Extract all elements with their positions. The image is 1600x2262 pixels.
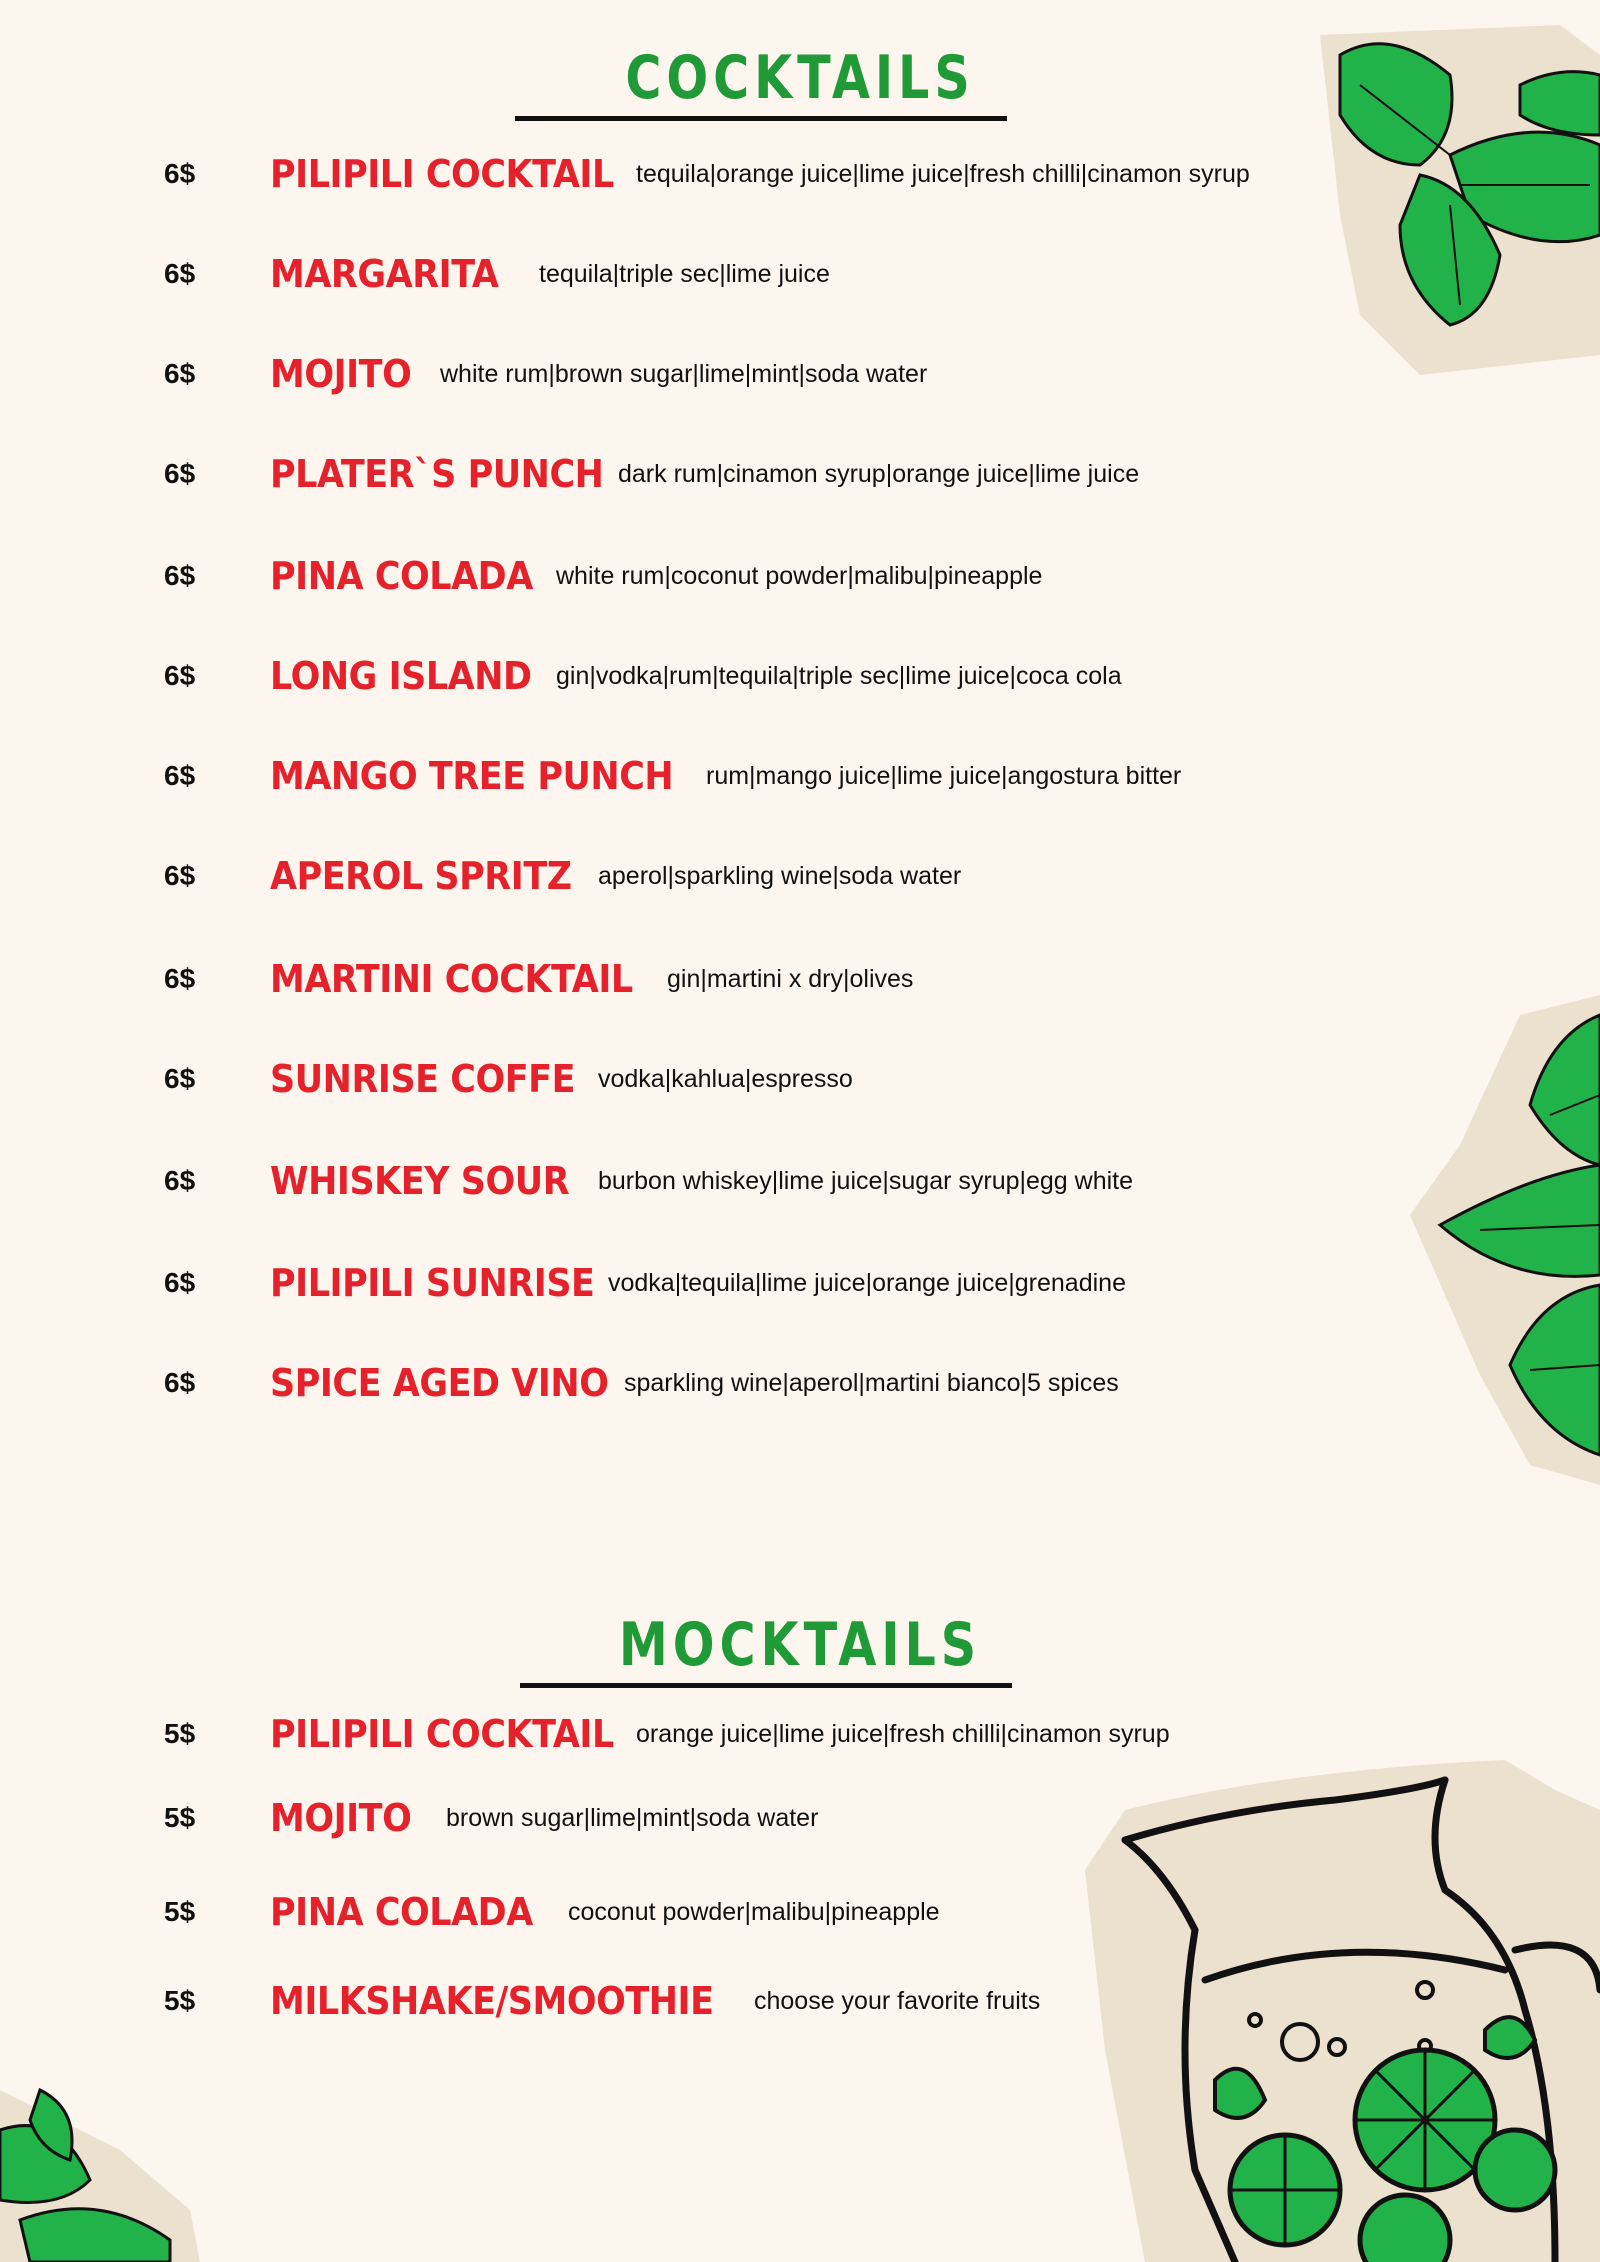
item-price: 6$ [164, 963, 196, 994]
item-name: SUNRISE COFFE [270, 1057, 576, 1101]
menu-item [0, 554, 1300, 620]
item-price: 5$ [164, 1802, 196, 1833]
item-price: 6$ [164, 560, 196, 591]
item-ingredients: tequila|orange juice|lime juice|fresh chilli|cinamon syrup [636, 160, 1250, 188]
menu-item [0, 1361, 1300, 1427]
menu-item [0, 152, 1300, 218]
item-name: MANGO TREE PUNCH [270, 754, 674, 798]
item-ingredients: white rum|brown sugar|lime|mint|soda water [440, 360, 928, 388]
item-name: PILIPILI SUNRISE [270, 1261, 595, 1305]
cocktails-title-rule [515, 116, 1007, 121]
mocktails-title-rule [520, 1683, 1012, 1688]
item-name: PINA COLADA [270, 554, 533, 598]
item-ingredients: aperol|sparkling wine|soda water [598, 862, 962, 890]
menu-item [0, 854, 1300, 920]
menu-item [0, 1712, 1300, 1778]
menu-item [0, 1890, 1300, 1956]
item-price: 6$ [164, 258, 196, 289]
item-ingredients: burbon whiskey|lime juice|sugar syrup|egg white [598, 1167, 1134, 1195]
item-price: 6$ [164, 860, 196, 891]
item-ingredients: dark rum|cinamon syrup|orange juice|lime juice [618, 460, 1140, 488]
item-name: MILKSHAKE/SMOOTHIE [270, 1979, 714, 2023]
item-ingredients: coconut powder|malibu|pineapple [568, 1898, 940, 1926]
item-ingredients: tequila|triple sec|lime juice [539, 260, 830, 288]
item-price: 6$ [164, 760, 196, 791]
item-price: 6$ [164, 1267, 196, 1298]
item-price: 6$ [164, 458, 196, 489]
item-name: MOJITO [270, 1796, 412, 1840]
menu-item [0, 1159, 1300, 1225]
item-price: 6$ [164, 1367, 196, 1398]
item-name: APEROL SPRITZ [270, 854, 572, 898]
item-price: 6$ [164, 358, 196, 389]
item-name: PILIPILI COCKTAIL [270, 152, 614, 196]
item-ingredients: orange juice|lime juice|fresh chilli|cinamon syrup [636, 1720, 1170, 1748]
menu-item [0, 1261, 1300, 1327]
item-ingredients: gin|martini x dry|olives [667, 965, 914, 993]
mint-leaves-right-middle-illustration [1400, 995, 1600, 1485]
item-name: MARGARITA [270, 252, 499, 296]
item-name: SPICE AGED VINO [270, 1361, 609, 1405]
item-ingredients: sparkling wine|aperol|martini bianco|5 spices [624, 1369, 1119, 1397]
item-name: PINA COLADA [270, 1890, 533, 1934]
item-price: 5$ [164, 1718, 196, 1749]
item-name: PLATER`S PUNCH [270, 452, 604, 496]
menu-item [0, 1057, 1300, 1123]
item-price: 6$ [164, 1063, 196, 1094]
item-name: WHISKEY SOUR [270, 1159, 570, 1203]
item-ingredients: brown sugar|lime|mint|soda water [446, 1804, 819, 1832]
mocktails-title: MOCKTAILS [618, 1610, 982, 1680]
item-ingredients: white rum|coconut powder|malibu|pineapple [556, 562, 1043, 590]
item-name: PILIPILI COCKTAIL [270, 1712, 614, 1756]
item-ingredients: choose your favorite fruits [754, 1987, 1041, 2015]
item-ingredients: vodka|kahlua|espresso [598, 1065, 853, 1093]
menu-item [0, 252, 1300, 318]
cocktails-title: COCKTAILS [625, 43, 975, 113]
menu-item [0, 452, 1300, 518]
menu-item [0, 1979, 1300, 2045]
item-name: MARTINI COCKTAIL [270, 957, 633, 1001]
menu-item [0, 1796, 1300, 1862]
item-price: 5$ [164, 1896, 196, 1927]
menu-item [0, 957, 1300, 1023]
item-price: 5$ [164, 1985, 196, 2016]
item-price: 6$ [164, 1165, 196, 1196]
mint-leaves-bottom-left-illustration [0, 2070, 200, 2262]
menu-item [0, 352, 1300, 418]
item-name: LONG ISLAND [270, 654, 532, 698]
menu-item [0, 754, 1300, 820]
item-ingredients: gin|vodka|rum|tequila|triple sec|lime juice|coca cola [556, 662, 1122, 690]
item-price: 6$ [164, 158, 196, 189]
menu-item [0, 654, 1300, 720]
item-ingredients: rum|mango juice|lime juice|angostura bitter [706, 762, 1182, 790]
item-ingredients: vodka|tequila|lime juice|orange juice|grenadine [608, 1269, 1126, 1297]
item-name: MOJITO [270, 352, 412, 396]
item-price: 6$ [164, 660, 196, 691]
